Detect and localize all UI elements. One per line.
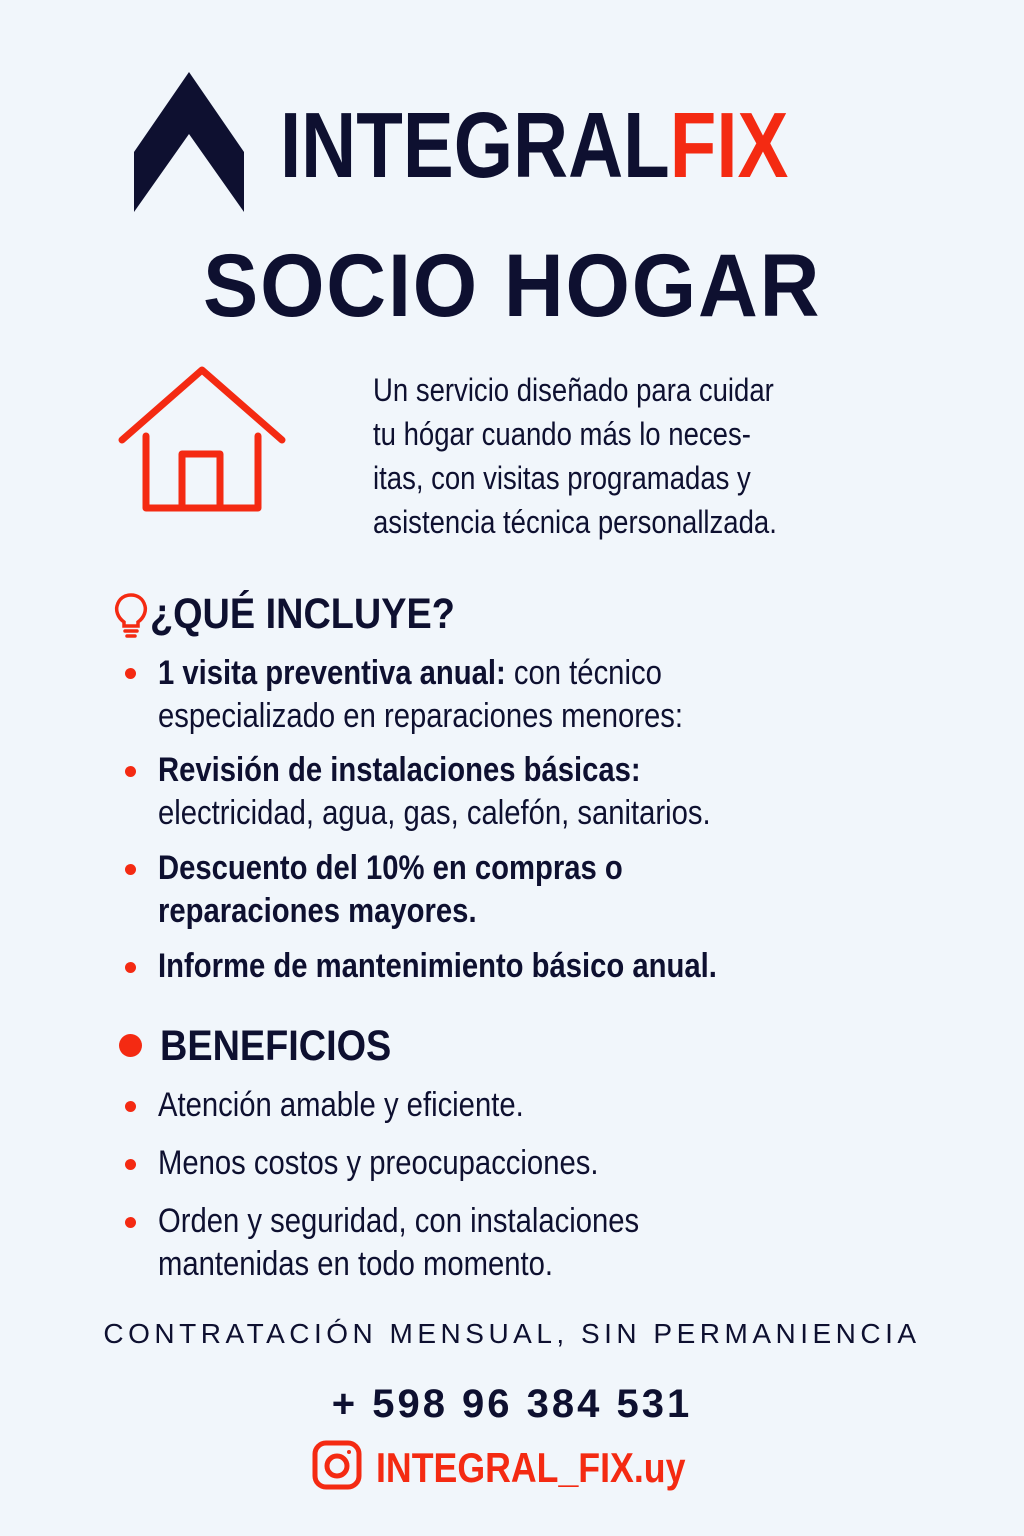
includes-heading: ¿QUÉ INCLUYE? (150, 590, 455, 638)
lightbulb-icon (113, 592, 149, 643)
brand-name (280, 92, 900, 199)
bullet-icon (125, 1159, 136, 1170)
intro-paragraph: Un servicio diseñado para cuidar tu hógar cuando más lo neces- itas, con visitas programadas y asistencia técnica personallzada. (373, 372, 777, 540)
instagram-link[interactable] (312, 1440, 740, 1495)
instagram-handle[interactable]: INTEGRAL_FIX.uy (376, 1443, 686, 1491)
list-item: Informe de mantenimiento básico anual. (158, 947, 717, 985)
bullet-icon (125, 1101, 136, 1112)
house-icon (116, 366, 288, 519)
bullet-icon (125, 1217, 136, 1228)
list-item: Revisión de instalaciones básicas: electricidad, agua, gas, calefón, sanitarios. (158, 751, 711, 832)
bullet-icon (125, 668, 136, 679)
bullet-icon (125, 766, 136, 777)
bullet-icon (125, 864, 136, 875)
list-item: Descuento del 10% en compras o reparaciones mayores. (158, 849, 623, 930)
list-item: 1 visita preventiva anual: con técnico especializado en reparaciones menores: (158, 654, 684, 735)
page-title: SOCIO HOGAR (203, 235, 822, 335)
bullet-icon (119, 1034, 142, 1057)
brand-name-part2: FIX (669, 93, 789, 197)
brand-name-part1: INTEGRAL (280, 93, 670, 197)
list-item: Atención amable y eficiente. (158, 1086, 524, 1124)
phone-number[interactable]: + 598 96 384 531 (331, 1382, 693, 1426)
contract-note: CONTRATACIÓN MENSUAL, SIN PERMANIENCIA (103, 1318, 921, 1349)
list-item: Menos costos y preocupacciones. (158, 1144, 599, 1182)
instagram-icon (312, 1440, 362, 1495)
bullet-icon (125, 962, 136, 973)
list-item: Orden y seguridad, con instalaciones mantenidas en todo momento. (158, 1202, 640, 1283)
chevron-up-icon (134, 72, 244, 217)
benefits-heading: BENEFICIOS (160, 1022, 392, 1070)
